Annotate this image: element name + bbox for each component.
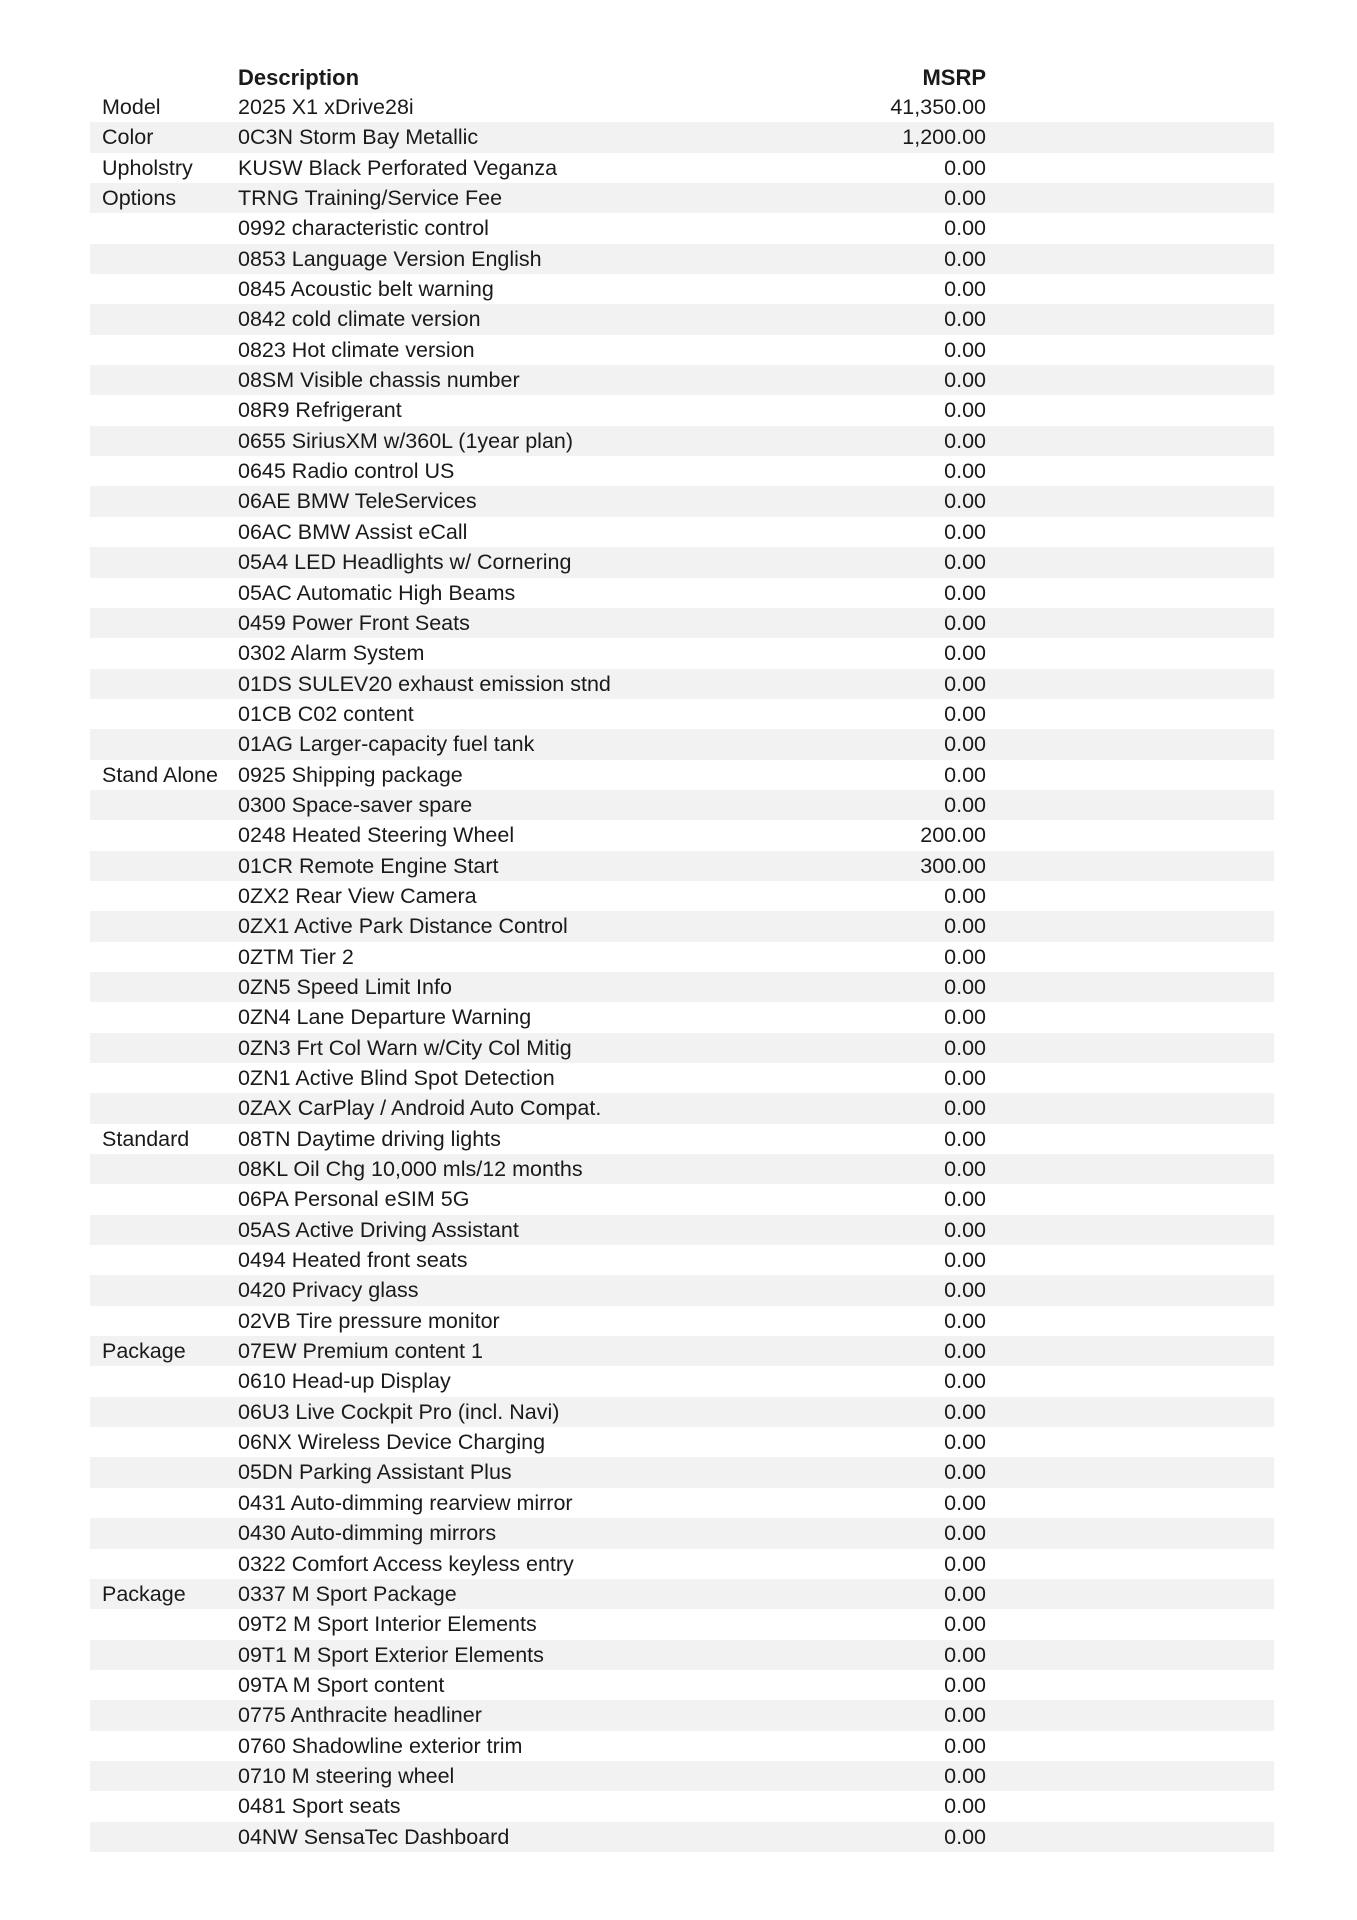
- table-row: [90, 1154, 1274, 1184]
- row-description: 07EW Premium content 1: [238, 1339, 483, 1364]
- row-msrp: 0.00: [944, 489, 986, 514]
- table-row: [90, 1245, 1274, 1275]
- table-row: [90, 638, 1274, 668]
- row-description: 0431 Auto-dimming rearview mirror: [238, 1490, 573, 1515]
- row-msrp: 0.00: [944, 186, 986, 211]
- table-row: [90, 1761, 1274, 1791]
- row-msrp: 0.00: [944, 307, 986, 332]
- row-description: 0494 Heated front seats: [238, 1248, 468, 1273]
- row-description: 05DN Parking Assistant Plus: [238, 1460, 512, 1485]
- row-description: 0ZX2 Rear View Camera: [238, 883, 477, 908]
- row-description: 0845 Acoustic belt warning: [238, 277, 494, 302]
- row-description: 0300 Space-saver spare: [238, 792, 473, 817]
- row-description: 0C3N Storm Bay Metallic: [238, 125, 479, 150]
- row-msrp: 0.00: [944, 216, 986, 241]
- table-row: [90, 699, 1274, 729]
- row-description: 2025 X1 xDrive28i: [238, 95, 414, 119]
- table-row: [90, 1731, 1274, 1761]
- table-row: [90, 547, 1274, 577]
- table-row: [90, 335, 1274, 365]
- row-msrp: 0.00: [944, 732, 986, 757]
- row-description: 06AE BMW TeleServices: [238, 489, 477, 514]
- row-description: 0ZN4 Lane Departure Warning: [238, 1005, 532, 1030]
- row-msrp: 0.00: [944, 671, 986, 696]
- row-description: TRNG Training/Service Fee: [238, 186, 503, 211]
- row-description: 05A4 LED Headlights w/ Cornering: [238, 550, 572, 575]
- row-description: KUSW Black Perforated Veganza: [238, 155, 558, 180]
- table-row: [90, 1366, 1274, 1396]
- table-row: [90, 578, 1274, 608]
- row-description: 0430 Auto-dimming mirrors: [238, 1521, 497, 1546]
- table-row: [90, 1822, 1274, 1852]
- row-category: Color: [102, 125, 154, 150]
- table-row: [90, 244, 1274, 274]
- row-msrp: 0.00: [944, 1096, 986, 1121]
- table-row: [90, 1275, 1274, 1305]
- row-description: 05AS Active Driving Assistant: [238, 1217, 519, 1242]
- row-msrp: 41,350.00: [890, 95, 986, 119]
- row-msrp: 0.00: [944, 1612, 986, 1637]
- row-msrp: 0.00: [944, 883, 986, 908]
- row-description: 05AC Automatic High Beams: [238, 580, 516, 605]
- row-msrp: 0.00: [944, 1005, 986, 1030]
- table-row: [90, 274, 1274, 304]
- table-row: [90, 790, 1274, 820]
- row-category: Package: [102, 1581, 186, 1606]
- row-msrp: 0.00: [944, 1794, 986, 1819]
- row-msrp: 0.00: [944, 610, 986, 635]
- row-description: 0710 M steering wheel: [238, 1763, 455, 1788]
- table-row: [90, 92, 1274, 122]
- row-msrp: 0.00: [944, 1703, 986, 1728]
- row-msrp: 0.00: [944, 155, 986, 180]
- table-row: [90, 1427, 1274, 1457]
- row-msrp: 0.00: [944, 1035, 986, 1060]
- row-description: 0ZAX CarPlay / Android Auto Compat.: [238, 1096, 602, 1121]
- row-msrp: 0.00: [944, 1521, 986, 1546]
- table-row: [90, 395, 1274, 425]
- row-description: 09T2 M Sport Interior Elements: [238, 1612, 537, 1637]
- table-row: [90, 1640, 1274, 1670]
- row-description: 0853 Language Version English: [238, 246, 542, 271]
- row-msrp: 0.00: [944, 1399, 986, 1424]
- table-row: [90, 365, 1274, 395]
- row-msrp: 0.00: [944, 1308, 986, 1333]
- table-row: [90, 1215, 1274, 1245]
- row-description: 0322 Comfort Access keyless entry: [238, 1551, 574, 1576]
- row-msrp: 0.00: [944, 1642, 986, 1667]
- row-description: 01AG Larger-capacity fuel tank: [238, 732, 535, 757]
- row-description: 01CR Remote Engine Start: [238, 853, 499, 878]
- row-category: Upholstry: [102, 155, 193, 180]
- row-msrp: 0.00: [944, 1672, 986, 1697]
- row-description: 08TN Daytime driving lights: [238, 1126, 501, 1151]
- row-description: 0925 Shipping package: [238, 762, 463, 787]
- table-row: [90, 1670, 1274, 1700]
- table-row: [90, 851, 1274, 881]
- row-msrp: 0.00: [944, 1490, 986, 1515]
- table-row: [90, 1124, 1274, 1154]
- row-msrp: 0.00: [944, 459, 986, 484]
- row-description: 0248 Heated Steering Wheel: [238, 823, 515, 848]
- row-description: 0420 Privacy glass: [238, 1278, 419, 1303]
- row-description: 08KL Oil Chg 10,000 mls/12 months: [238, 1157, 583, 1182]
- table-row: [90, 1791, 1274, 1821]
- msrp-column-header: MSRP: [922, 65, 986, 90]
- table-row: [90, 1518, 1274, 1548]
- row-msrp: 0.00: [944, 1217, 986, 1242]
- row-msrp: 0.00: [944, 550, 986, 575]
- price-sheet: [90, 64, 1274, 1852]
- row-msrp: 0.00: [944, 1430, 986, 1455]
- table-row: [90, 942, 1274, 972]
- row-description: 06AC BMW Assist eCall: [238, 519, 468, 544]
- row-description: 0ZTM Tier 2: [238, 944, 354, 969]
- row-msrp: 0.00: [944, 1187, 986, 1212]
- row-description: 08R9 Refrigerant: [238, 398, 402, 423]
- row-msrp: 0.00: [944, 428, 986, 453]
- row-description: 0645 Radio control US: [238, 459, 455, 484]
- table-row: [90, 304, 1274, 334]
- table-row: [90, 1063, 1274, 1093]
- row-description: 0ZX1 Active Park Distance Control: [238, 914, 568, 939]
- row-msrp: 0.00: [944, 1733, 986, 1758]
- row-msrp: 0.00: [944, 974, 986, 999]
- row-description: 04NW SensaTec Dashboard: [238, 1824, 510, 1849]
- row-description: 09TA M Sport content: [238, 1672, 445, 1697]
- line-items: [90, 92, 1274, 1852]
- table-row: [90, 183, 1274, 213]
- row-category: Options: [102, 186, 177, 211]
- table-row: [90, 486, 1274, 516]
- table-row: [90, 456, 1274, 486]
- row-description: 0992 characteristic control: [238, 216, 489, 241]
- row-msrp: 0.00: [944, 519, 986, 544]
- row-description: 0760 Shadowline exterior trim: [238, 1733, 523, 1758]
- row-msrp: 0.00: [944, 701, 986, 726]
- row-msrp: 0.00: [944, 1248, 986, 1273]
- row-msrp: 0.00: [944, 580, 986, 605]
- row-msrp: 0.00: [944, 641, 986, 666]
- table-row: [90, 729, 1274, 759]
- table-row: [90, 426, 1274, 456]
- table-row: [90, 760, 1274, 790]
- table-row: [90, 122, 1274, 152]
- row-category: Stand Alone: [102, 762, 218, 787]
- row-description: 0610 Head-up Display: [238, 1369, 451, 1394]
- table-row: [90, 1306, 1274, 1336]
- row-msrp: 0.00: [944, 1581, 986, 1606]
- row-msrp: 0.00: [944, 1460, 986, 1485]
- table-row: [90, 1336, 1274, 1366]
- row-description: 06U3 Live Cockpit Pro (incl. Navi): [238, 1399, 560, 1424]
- row-msrp: 300.00: [920, 853, 986, 878]
- row-msrp: 0.00: [944, 1066, 986, 1090]
- table-row: [90, 881, 1274, 911]
- row-description: 08SM Visible chassis number: [238, 368, 520, 393]
- table-row: [90, 1609, 1274, 1639]
- row-description: 0459 Power Front Seats: [238, 610, 470, 635]
- row-description: 0ZN3 Frt Col Warn w/City Col Mitig: [238, 1035, 572, 1060]
- row-category: Standard: [102, 1126, 190, 1151]
- description-column-header: Description: [238, 65, 360, 90]
- row-msrp: 0.00: [944, 792, 986, 817]
- row-description: 02VB Tire pressure monitor: [238, 1308, 500, 1333]
- row-msrp: 0.00: [944, 368, 986, 393]
- table-row: [90, 1033, 1274, 1063]
- table-row: [90, 1488, 1274, 1518]
- row-category: Model: [102, 95, 161, 119]
- row-msrp: 0.00: [944, 398, 986, 423]
- row-msrp: 0.00: [944, 1763, 986, 1788]
- row-msrp: 0.00: [944, 1157, 986, 1182]
- row-msrp: 0.00: [944, 944, 986, 969]
- table-row: [90, 517, 1274, 547]
- row-msrp: 0.00: [944, 277, 986, 302]
- row-description: 01DS SULEV20 exhaust emission stnd: [238, 671, 611, 696]
- row-description: 0302 Alarm System: [238, 641, 425, 666]
- table-row: [90, 1700, 1274, 1730]
- row-msrp: 0.00: [944, 914, 986, 939]
- table-row: [90, 153, 1274, 183]
- table-row: [90, 1184, 1274, 1214]
- table-row: [90, 1579, 1274, 1609]
- row-description: 0ZN1 Active Blind Spot Detection: [238, 1066, 555, 1090]
- table-row: [90, 911, 1274, 941]
- row-description: 0775 Anthracite headliner: [238, 1703, 482, 1728]
- table-header: [90, 64, 1274, 92]
- row-msrp: 200.00: [920, 823, 986, 848]
- row-description: 0842 cold climate version: [238, 307, 481, 332]
- table-row: [90, 608, 1274, 638]
- row-description: 06NX Wireless Device Charging: [238, 1430, 546, 1455]
- row-msrp: 0.00: [944, 1824, 986, 1849]
- row-msrp: 0.00: [944, 1126, 986, 1151]
- row-description: 0337 M Sport Package: [238, 1581, 457, 1606]
- row-msrp: 0.00: [944, 337, 986, 362]
- row-msrp: 0.00: [944, 1339, 986, 1364]
- row-msrp: 0.00: [944, 762, 986, 787]
- table-row: [90, 1549, 1274, 1579]
- row-msrp: 1,200.00: [902, 125, 986, 150]
- row-category: Package: [102, 1339, 186, 1364]
- row-msrp: 0.00: [944, 1551, 986, 1576]
- row-description: 0823 Hot climate version: [238, 337, 475, 362]
- table-row: [90, 1002, 1274, 1032]
- table-row: [90, 213, 1274, 243]
- table-row: [90, 1457, 1274, 1487]
- row-description: 01CB C02 content: [238, 701, 414, 726]
- table-row: [90, 972, 1274, 1002]
- row-msrp: 0.00: [944, 1369, 986, 1394]
- row-description: 09T1 M Sport Exterior Elements: [238, 1642, 544, 1667]
- table-row: [90, 1397, 1274, 1427]
- row-msrp: 0.00: [944, 246, 986, 271]
- row-description: 0655 SiriusXM w/360L (1year plan): [238, 428, 574, 453]
- table-row: [90, 669, 1274, 699]
- row-msrp: 0.00: [944, 1278, 986, 1303]
- row-description: 0481 Sport seats: [238, 1794, 401, 1819]
- row-description: 0ZN5 Speed Limit Info: [238, 974, 452, 999]
- row-description: 06PA Personal eSIM 5G: [238, 1187, 470, 1212]
- table-row: [90, 820, 1274, 850]
- table-row: [90, 1093, 1274, 1123]
